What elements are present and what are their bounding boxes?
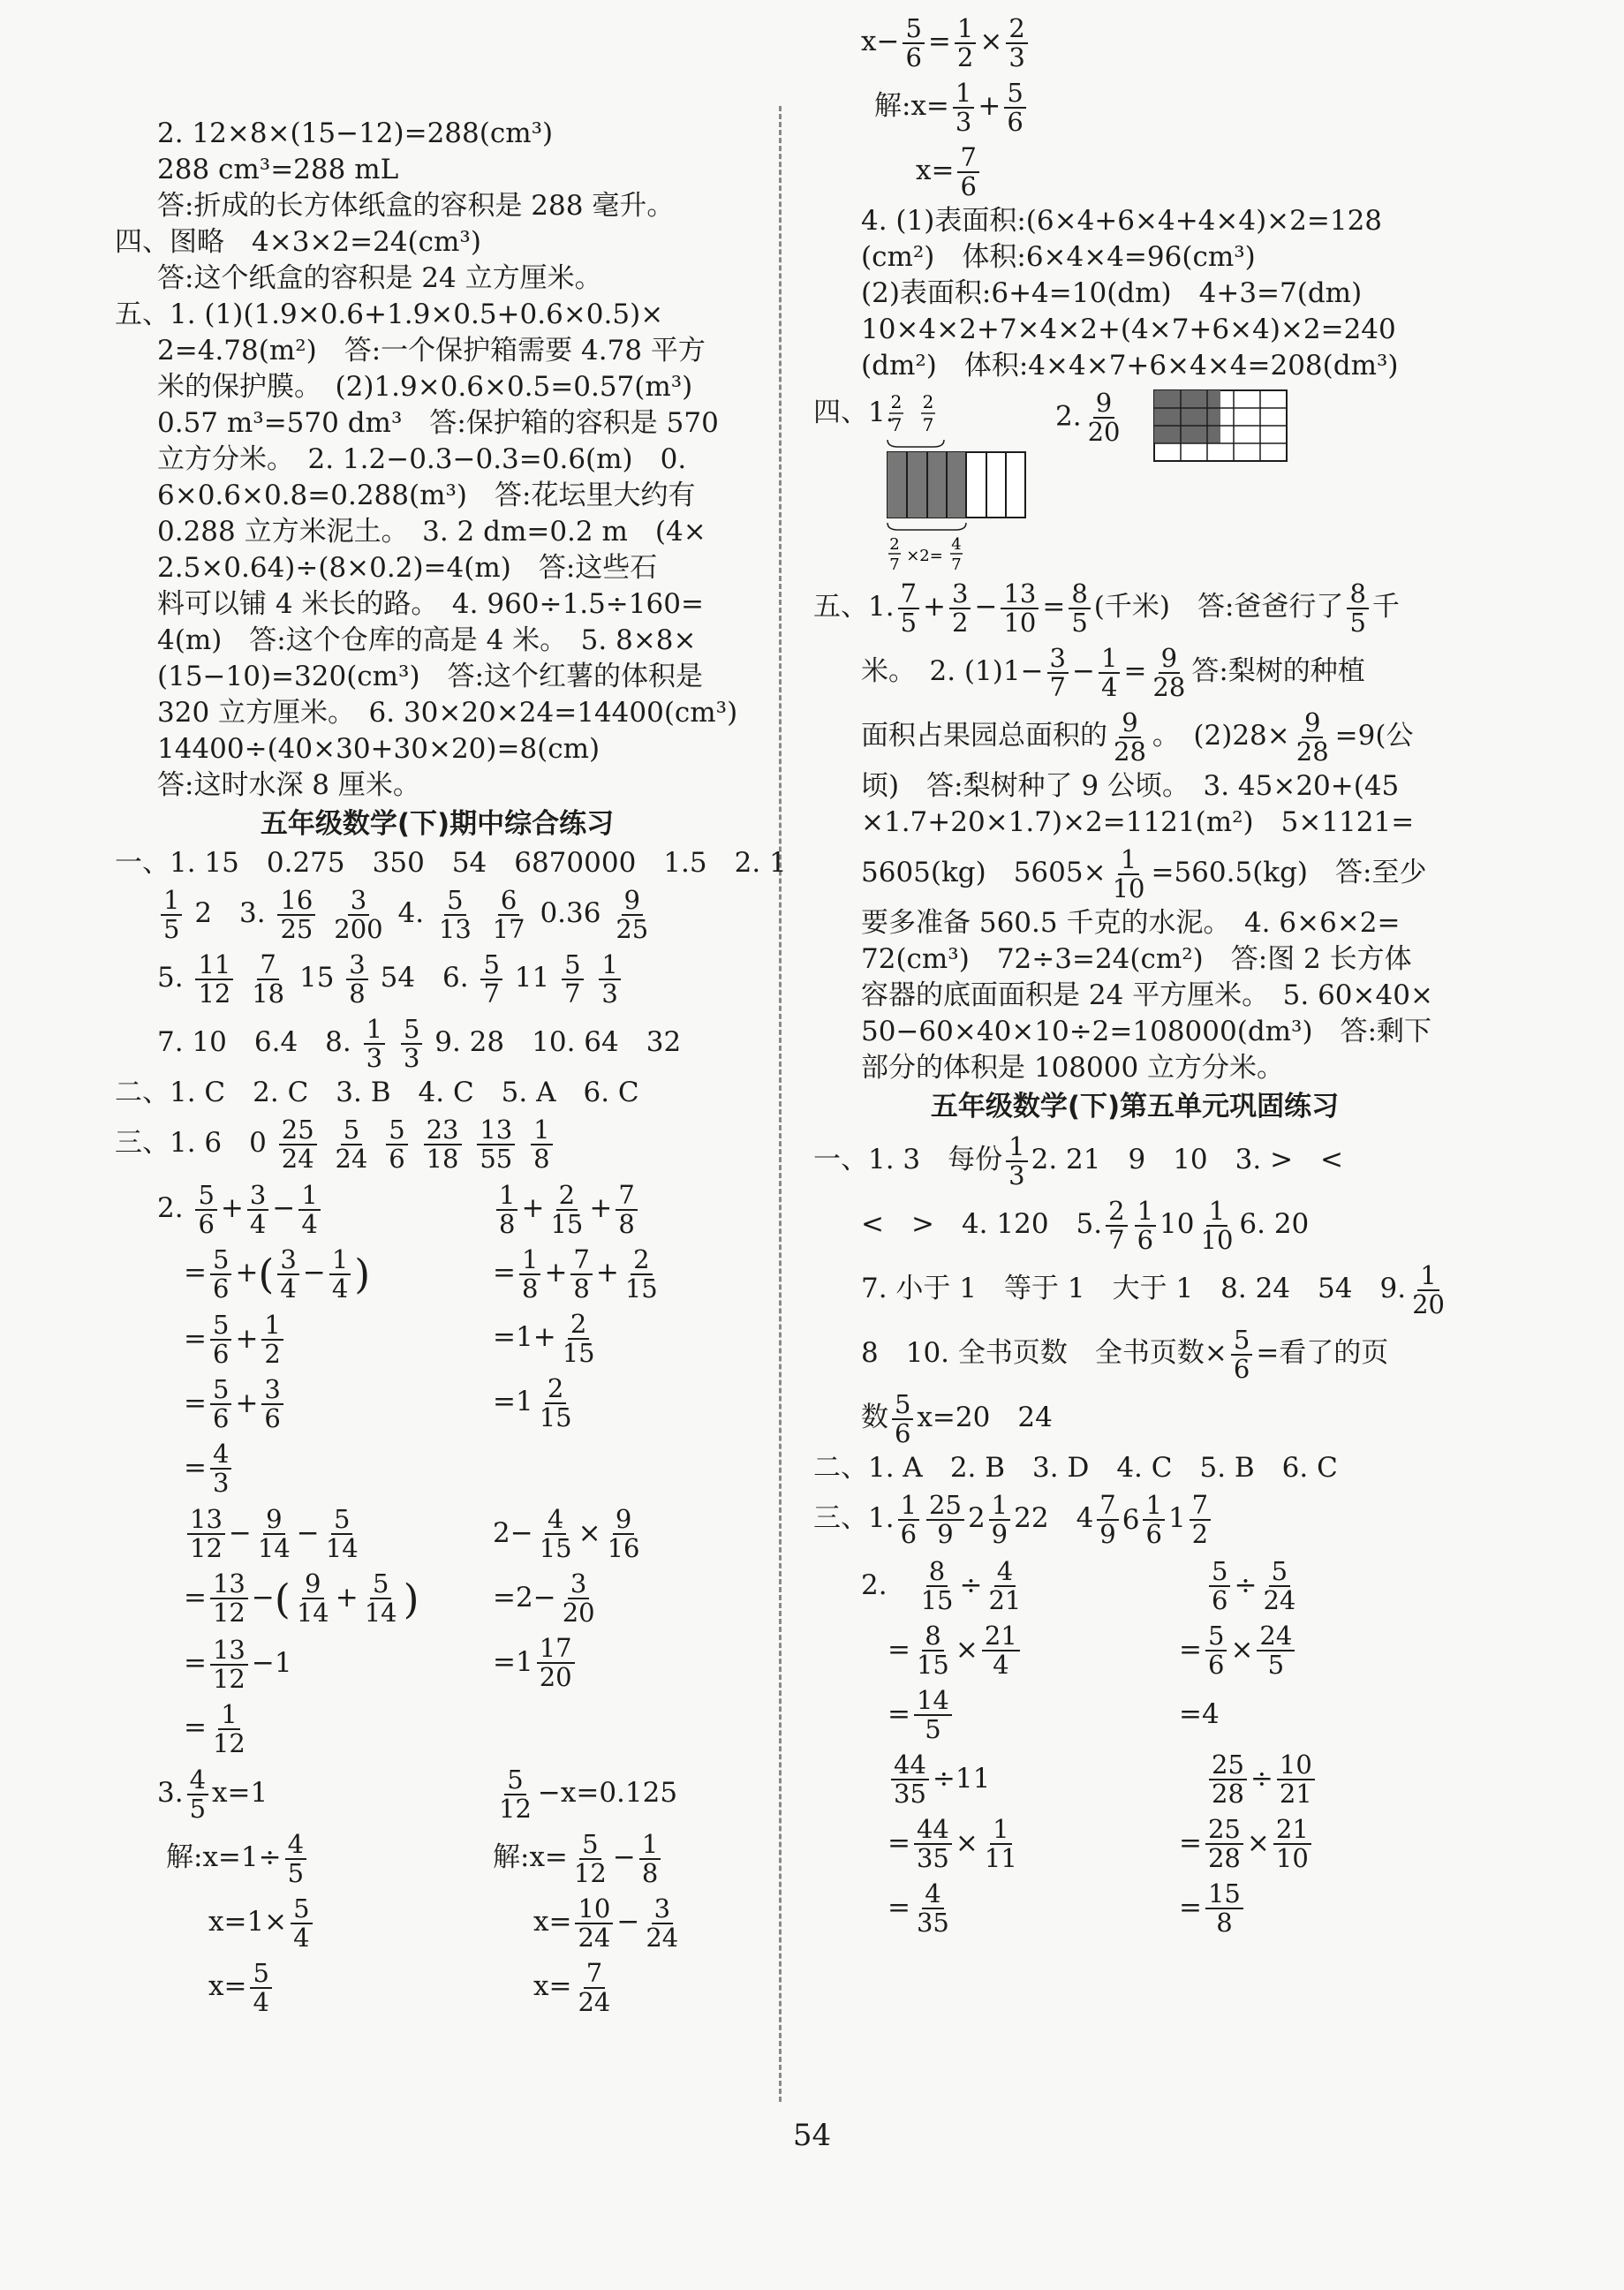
left-column [115, 115, 787, 2019]
text-line: 一、1. 3 每份 $\frac{1}{3}$ 2. 21 9 10 3. > < [813, 1130, 1344, 1190]
fraction: $\frac{3}{8}$ [346, 951, 367, 1008]
calc-line: = $\frac{14}{5}$ [861, 1682, 1179, 1746]
calc-line: = $\frac{8}{15}$ × $\frac{21}{4}$ [861, 1618, 1179, 1682]
calc-line: = $\frac{5}{6}$ + $\frac{3}{6}$ [157, 1372, 493, 1435]
text-line: 答:折成的长方体纸盒的容积是 288 毫升。 [157, 190, 675, 222]
text-line: 容器的底面面积是 24 平方厘米。 5. 60×40× [861, 979, 1433, 1011]
calc-line: 解:x=1÷ $\frac{4}{5}$ [157, 1825, 493, 1889]
text-line: (cm²) 体积:6×4×4=96(cm³) [861, 241, 1256, 273]
text-line: 0.288 立方米泥土。 3. 2 dm=0.2 m (4× [157, 516, 706, 548]
text-line: 10×4×2+7×4×2+(4×7+6×4)×2=240 [861, 314, 1396, 345]
text-line: 7. 小于 1 等于 1 大于 1 8. 24 54 9. $\frac{1}{20}$ [861, 1259, 1445, 1319]
calc-line: =2− $\frac{3}{20}$ [493, 1568, 595, 1628]
calc-block [115, 1760, 759, 2019]
text-line: 数 $\frac{5}{6}$ x=20 24 [861, 1388, 1053, 1448]
calc-line: 2− $\frac{4}{15}$ × $\frac{9}{16}$ [493, 1504, 640, 1563]
calc-line: = $\frac{5}{6}$ +( $\frac{3}{4}$ − $\frac{1}{4}$ ) [184, 1243, 371, 1304]
calc-line: 解:x= $\frac{5}{12}$ − $\frac{1}{8}$ [493, 1825, 784, 1889]
calc-line: = $\frac{13}{12}$ −( $\frac{9}{14}$ + $\frac{5}{14}$ ) [184, 1568, 419, 1628]
text-line: 50−60×40×10÷2=108000(dm³) 答:剩下 [861, 1016, 1432, 1047]
text-line: 4(m) 答:这个仓库的高是 4 米。 5. 8×8× [157, 624, 697, 656]
fraction: $\frac{1}{8}$ [531, 1116, 552, 1173]
text-line: 料可以铺 4 米长的路。 4. 960÷1.5÷160= [157, 588, 704, 620]
fraction: $\frac{1}{5}$ [161, 887, 182, 943]
text-line: 0.57 m³=570 dm³ 答:保护箱的容积是 570 [157, 407, 719, 439]
fraction: $\frac{5}{7}$ [562, 951, 583, 1008]
fraction: $\frac{5}{13}$ [438, 884, 472, 944]
calc-line: = $\frac{5}{6}$ × $\frac{24}{5}$ [1179, 1618, 1444, 1682]
svg-text:2: 2 [889, 535, 900, 554]
text-line: 4. (1)表面积:(6×4+6×4+4×4)×2=128 [861, 205, 1383, 237]
fraction: $\frac{5}{24}$ [335, 1114, 368, 1174]
calc-block [115, 1500, 759, 1761]
svg-text:7: 7 [890, 414, 903, 435]
text-line: 三、1. $\frac{1}{6}$ $\frac{25}{9}$ 2 $\frac{1}{9}$ 22 4 $\frac{7}{9}$ 6 $\frac{1}{6}$ 1 $\frac{7}{2}$ [799, 1486, 1470, 1552]
calc-line: x= $\frac{10}{24}$ − $\frac{3}{24}$ [533, 1893, 679, 1953]
text-line: 部分的体积是 108000 立方分米。 [861, 1052, 1285, 1084]
text-line: < > 4. 120 5. $\frac{2}{7}$ $\frac{1}{6}$ 10 $\frac{1}{10}$ 6. 20 [861, 1195, 1310, 1255]
grid-fraction-figure [1152, 389, 1294, 468]
calc-line: $\frac{1}{8}$ + $\frac{2}{15}$ + $\frac{7}{8}$ [493, 1176, 758, 1240]
calc-line: =4 [1179, 1697, 1220, 1730]
calc-line: =1+ $\frac{2}{15}$ [493, 1308, 595, 1368]
calc-line: x= $\frac{7}{24}$ [533, 1957, 611, 2017]
svg-text:2: 2 [922, 391, 934, 412]
text-line: 面积占果园总面积的 $\frac{9}{28}$ 。 (2)28× $\frac{9}{28}$ =9(公 [861, 707, 1414, 767]
text-line: 二、1. C 2. C 3. B 4. C 5. A 6. C [115, 1077, 639, 1108]
text-line: 2.5×0.64)÷(8×0.2)=4(m) 答:这些石 [157, 552, 658, 584]
calc-line: = $\frac{4}{3}$ [157, 1436, 493, 1500]
text-line: 5. $\frac{11}{12}$ $\frac{7}{18}$ 15 $\frac{3}{8}$ 54 6. $\frac{5}{7}$ 11 $\frac{5}{7}$ $\frac{1}{3}$ [115, 946, 759, 1009]
calc-line: = $\frac{13}{12}$ −1 [184, 1634, 292, 1694]
section-heading: 五年级数学(下)期中综合练习 [260, 808, 615, 840]
text-line: 五、1. (1)(1.9×0.6+1.9×0.5+0.6×0.5)× [115, 299, 664, 330]
figure-row [799, 389, 1470, 574]
calc-line: 2. $\frac{8}{15}$ ÷ $\frac{4}{21}$ [861, 1556, 1022, 1615]
text-line: 答:这时水深 8 厘米。 [157, 769, 420, 801]
text-line: 6×0.6×0.8=0.288(m³) 答:花坛里大约有 [157, 480, 696, 511]
calc-line: $\frac{5}{6}$ ÷ $\frac{5}{24}$ [1179, 1553, 1444, 1617]
calc-line: 3. $\frac{4}{5}$ x=1 [157, 1764, 268, 1824]
text-line: 五、1. $\frac{7}{5}$ + $\frac{3}{2}$ − $\frac{13}{10}$ = $\frac{8}{5}$ (千米) 答:爸爸行了 $\frac{8}{5}$ 千 [813, 578, 1400, 638]
fraction: $\frac{9}{25}$ [616, 884, 649, 944]
fraction: $\frac{5}{7}$ [480, 951, 502, 1008]
calc-line: 2. $\frac{5}{6}$ + $\frac{3}{4}$ − $\frac{1}{4}$ [157, 1176, 493, 1240]
svg-text:7: 7 [922, 414, 934, 435]
fraction: $\frac{1}{3}$ [364, 1016, 385, 1072]
text-line: 三、1. 6 0 $\frac{25}{24}$ $\frac{5}{24}$ $\frac{5}{6}$ $\frac{23}{18}$ $\frac{13}{55}$ $\frac{1}{8}$ [115, 1111, 759, 1175]
text-line: 7. 10 6.4 8. $\frac{1}{3}$ $\frac{5}{3}$ 9. 28 10. 64 32 [157, 1013, 682, 1073]
calc-line: $\frac{13}{12}$ − $\frac{9}{14}$ − $\frac{5}{14}$ [184, 1501, 493, 1565]
text-line: 二、1. A 2. B 3. D 4. C 5. B 6. C [813, 1452, 1338, 1484]
text-line: 答:这个纸盒的容积是 24 立方厘米。 [157, 262, 602, 294]
text-line: 立方分米。 2. 1.2−0.3−0.3=0.6(m) 0. [157, 443, 687, 475]
fraction: $\frac{25}{24}$ [279, 1116, 317, 1173]
text-line: 2. $\frac{9}{20}$ [1055, 388, 1121, 447]
fraction: $\frac{5}{6}$ [386, 1116, 407, 1173]
text-line: 米的保护膜。 (2)1.9×0.6×0.5=0.57(m³) [157, 371, 693, 403]
text-line: 8 10. 全书页数 全书页数× $\frac{5}{6}$ =看了的页 [861, 1324, 1389, 1384]
calc-line: =1 $\frac{17}{20}$ [493, 1630, 758, 1694]
fraction: $\frac{1}{3}$ [599, 951, 620, 1008]
text-line: 14400÷(40×30+30×20)=8(cm) [157, 733, 601, 765]
text-line: 四、1. [813, 397, 895, 428]
calc-line: = $\frac{44}{35}$ × $\frac{1}{11}$ [888, 1814, 1017, 1873]
text-line: 顷) 答:梨树种了 9 公顷。 3. 45×20+(45 [861, 770, 1400, 802]
calc-line: $\frac{25}{28}$ ÷ $\frac{10}{21}$ [1179, 1747, 1444, 1810]
svg-text:7: 7 [889, 555, 900, 574]
calc-block [115, 1175, 759, 1500]
text-line: 2. 12×8×(15−12)=288(cm³) [157, 117, 554, 149]
text-line: 四、图略 4×3×2=24(cm³) [115, 226, 481, 258]
calc-block [799, 1553, 1470, 1940]
fraction: $\frac{7}{18}$ [252, 948, 285, 1009]
svg-text:7: 7 [951, 555, 962, 574]
right-column [799, 9, 1470, 1940]
section-heading: 五年级数学(下)第五单元巩固练习 [930, 1091, 1340, 1122]
fraction: $\frac{16}{25}$ [277, 887, 315, 943]
calc-line: = $\frac{15}{8}$ [1179, 1876, 1444, 1939]
calc-line: $\frac{5}{12}$ −x=0.125 [499, 1764, 678, 1824]
calc-line: x=1× $\frac{5}{4}$ [157, 1890, 493, 1954]
text-line: 2=4.78(m²) 答:一个保护箱需要 4.78 平方 [157, 335, 706, 367]
calc-line: x− $\frac{5}{6}$ = $\frac{1}{2}$ × $\frac{2}{3}$ [799, 10, 1470, 73]
fraction: $\frac{11}{12}$ [195, 951, 233, 1008]
text-line: 5605(kg) 5605× $\frac{1}{10}$ =560.5(kg) 答:至少 [861, 843, 1427, 903]
page-number: 54 [792, 2118, 832, 2153]
calc-line: $\frac{44}{35}$ ÷11 [861, 1747, 1179, 1810]
text-line: 米。 2. (1)1− $\frac{3}{7}$ − $\frac{1}{4}$ = $\frac{9}{28}$ 答:梨树的种植 [861, 642, 1365, 702]
text-line: 一、1. 15 0.275 350 54 6870000 1.5 2. 1 [115, 847, 787, 879]
text-line: (2)表面积:6+4=10(dm) 4+3=7(dm) [861, 277, 1363, 309]
calc-line: x= $\frac{7}{6}$ [799, 139, 1470, 202]
fraction: $\frac{23}{18}$ [424, 1116, 462, 1173]
fraction: $\frac{5}{3}$ [401, 1016, 422, 1072]
calc-line: = $\frac{1}{8}$ + $\frac{7}{8}$ + $\frac{2}{15}$ [493, 1243, 658, 1304]
text-line: (15−10)=320(cm³) 答:这个红薯的体积是 [157, 661, 704, 692]
fraction: $\frac{3}{200}$ [334, 884, 383, 944]
calc-line: = $\frac{25}{28}$ × $\frac{21}{10}$ [1179, 1811, 1444, 1875]
calc-line: = $\frac{4}{35}$ [888, 1878, 949, 1938]
calc-line: = $\frac{5}{6}$ + $\frac{1}{2}$ [157, 1307, 493, 1371]
text-line: $\frac{1}{5}$ 2 3. $\frac{16}{25}$ $\frac{3}{200}$ 4. $\frac{5}{13}$ $\frac{6}{17}$ 0.36 $\frac{9}{25}$ [115, 881, 759, 945]
svg-text:2: 2 [890, 391, 903, 412]
calc-line: 解:x= $\frac{1}{3}$ + $\frac{5}{6}$ [799, 74, 1470, 138]
text-line: (dm²) 体积:4×4×7+6×4×4=208(dm³) [861, 350, 1399, 382]
text-line: ×1.7+20×1.7)×2=1121(m²) 5×1121= [861, 806, 1415, 838]
text-line: 320 立方厘米。 6. 30×20×24=14400(cm³) [157, 697, 738, 729]
text-line: 要多准备 560.5 千克的水泥。 4. 6×6×2= [861, 907, 1401, 939]
fraction: $\frac{13}{55}$ [477, 1116, 515, 1173]
svg-text:4: 4 [951, 535, 962, 554]
text-line: 288 cm³=288 mL [157, 154, 399, 185]
calc-line: x= $\frac{5}{4}$ [157, 1954, 493, 2018]
fraction: $\frac{6}{17}$ [492, 884, 525, 944]
fig-caption: ×2= [906, 547, 943, 565]
calc-line: =1 $\frac{2}{15}$ [493, 1372, 572, 1432]
fraction-bar-figure [880, 389, 1075, 574]
text-line: 72(cm³) 72÷3=24(cm²) 答:图 2 长方体 [861, 943, 1412, 975]
calc-line: = $\frac{1}{12}$ [184, 1698, 245, 1758]
